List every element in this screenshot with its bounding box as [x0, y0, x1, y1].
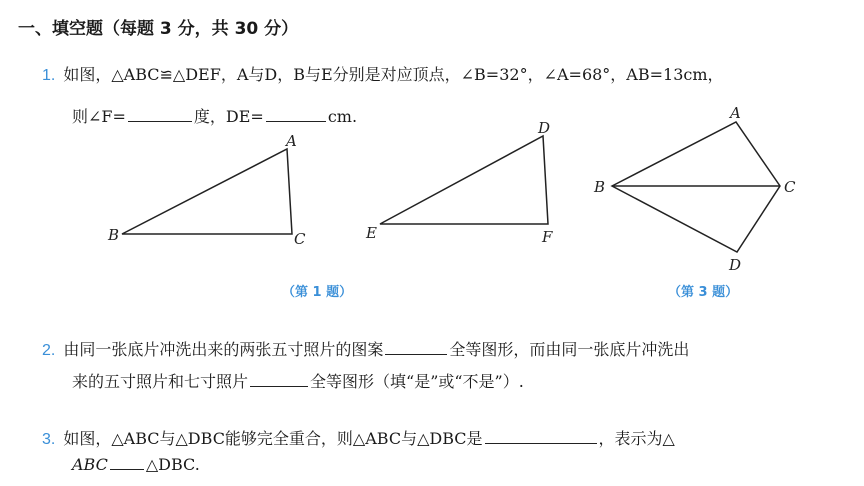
q3-line2: [72, 455, 200, 474]
q3-line1: [42, 426, 675, 449]
q2-line2: [72, 369, 524, 392]
q2-number: 2.: [42, 342, 56, 359]
label-d1: D: [538, 119, 551, 137]
q2-text-d: 全等图形（填“是”或“不是”）.: [310, 372, 524, 391]
q1-text-a: 则∠F=: [72, 107, 126, 126]
label-c3: C: [784, 178, 796, 196]
label-d3: D: [729, 256, 742, 274]
q1-text-b: 度，DE=: [193, 107, 264, 126]
label-e1: E: [366, 224, 377, 242]
fig3-caption: （第 3 题）: [668, 285, 739, 300]
triangle-def: [380, 136, 548, 224]
q2-blank-2[interactable]: [250, 385, 308, 387]
q1-text-line1: 如图，△ABC≌△DEF，A与D，B与E分别是对应顶点，∠B=32°，∠A=68°，AB=13cm，: [63, 65, 724, 84]
quad-abdc: [612, 122, 780, 252]
q1-number: 1.: [42, 67, 56, 84]
q3-text-a: 如图，△ABC与△DBC能够完全重合，则△ABC与△DBC是: [63, 429, 483, 448]
label-b3: B: [594, 178, 606, 196]
q3-text-c: ABC: [72, 455, 108, 474]
q2-text-b: 全等图形，而由同一张底片冲洗出: [449, 340, 690, 359]
q3-blank-1[interactable]: [485, 442, 597, 444]
fig1-caption: （第 1 题）: [282, 285, 353, 300]
triangle-abc: [122, 149, 292, 234]
q2-text-a: 由同一张底片冲洗出来的两张五寸照片的图案: [63, 340, 384, 359]
label-a1: A: [286, 132, 297, 150]
q3-text-d: △DBC.: [145, 455, 200, 474]
q3-text-b: ，表示为△: [598, 429, 675, 448]
q3-number: 3.: [42, 431, 56, 448]
q2-text-c: 来的五寸照片和七寸照片: [72, 372, 249, 391]
label-b1: B: [108, 226, 120, 244]
q3-blank-2[interactable]: [110, 468, 144, 470]
q1-text-c: cm.: [327, 107, 358, 126]
label-c1: C: [294, 230, 306, 248]
section-title: 一、填空题（每题 3 分，共 30 分）: [18, 19, 299, 39]
label-f1: F: [542, 228, 553, 246]
q2-blank-1[interactable]: [385, 353, 447, 355]
q2-line1: [42, 337, 689, 360]
label-a3: A: [730, 104, 741, 122]
